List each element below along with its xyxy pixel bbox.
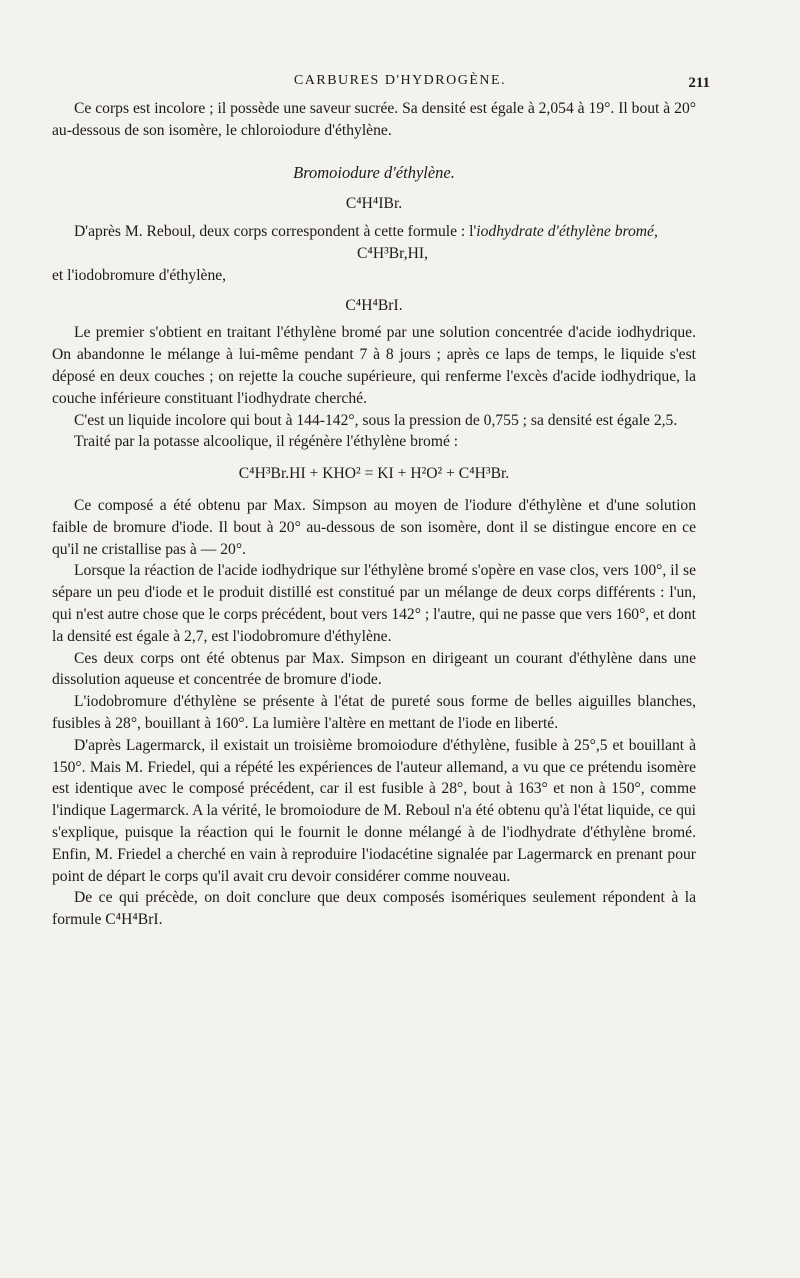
reboul-text: D'après M. Reboul, deux corps correspondent à cette formule : l' xyxy=(74,223,477,241)
formula-iodhydrate: C⁴H³Br,HI, xyxy=(357,244,428,262)
running-head xyxy=(0,70,800,92)
paragraph-closed-vessel: Lorsque la réaction de l'acide iodhydrique sur l'éthylène bromé s'opère en vase clos, vers 100°, il se sépare un peu d'iode et le produit distillé est constitué par un mélange de deux corps différents : l'un, qui n'est autre chose que le corps précédent, bout vers 142° ; l'autre, qui ne passe que vers 160°, et dont la densité est égale à 2,7, est l'iodobromure d'éthylène. xyxy=(52,562,696,645)
running-title: CARBURES D'HYDROGÈNE. xyxy=(293,73,507,88)
formula-main: C⁴H⁴IBr. xyxy=(345,195,403,213)
paragraph-simpson-ethylene: Ces deux corps ont été obtenus par Max. Simpson en dirigeant un courant d'éthylène dans une dissolution aqueuse et concentrée de bromure d'iode. xyxy=(52,649,696,689)
paragraph-needles: L'iodobromure d'éthylène se présente à l'état de pureté sous forme de belles aiguilles blanches, fusibles à 28°, bouillant à 160°. La lumière l'altère en mettant de l'iode en liberté. xyxy=(52,693,696,732)
paragraph-lagermarck: D'après Lagermarck, il existait un troisième bromoiodure d'éthylène, fusible à 25°,5 et bouillant à 150°. Mais M. Friedel, qui a répété les expériences de l'auteur allemand, a vu que ce prétendu isomère est identique avec le composé précédent, car il est fusible à 28°, bout à 163° et non à 150°, comme l'indique Lagermarck. A la vérité, le bromoiodure de M. Reboul n'a été obtenu qu'à l'état liquide, ce qui s'explique, puisque la réaction qui le fournit le donne mélangé à de l'iodhydrate d'éthylène bromé. Enfin, M. Friedel a cherché en vain à reproduire l'iodacétine signalée par Lagermarck en prenant pour point de départ le corps qu'il avait cru devoir considérer comme nouveau. xyxy=(52,736,696,885)
page-number: 211 xyxy=(688,75,710,91)
iodhydrate-name: iodhydrate d'éthylène bromé, xyxy=(476,223,658,241)
paragraph-simpson: Ce composé a été obtenu par Max. Simpson au moyen de l'iodure d'éthylène et d'une solution faible de bromure d'iode. Il bout à 20° au-dessous de son isomère, dont il se distingue encore en ce qu'il ne cristallise pas à — 20°. xyxy=(52,496,696,558)
paragraph-density: Ce corps est incolore ; il possède une saveur sucrée. Sa densité est égale à 2,054 à 19°. Il bout à 20° au-dessous de son isomère, le chloroiodure d'éthylène. xyxy=(52,100,696,139)
text-body xyxy=(52,98,696,931)
paragraph-potash: Traité par la potasse alcoolique, il régénère l'éthylène bromé : xyxy=(74,433,459,451)
paragraph-properties: C'est un liquide incolore qui bout à 144-142°, sous la pression de 0,755 ; sa densité est égale 2,5. xyxy=(74,411,678,429)
reaction-equation: C⁴H³Br.HI + KHO² = KI + H²O² + C⁴H³Br. xyxy=(238,465,510,483)
section-title: Bromoiodure d'éthylène. xyxy=(293,162,455,182)
paragraph-conclusion: De ce qui précède, on doit conclure que deux composés isomériques seulement répondent à la formule C⁴H⁴BrI. xyxy=(52,889,696,929)
formula-iodobromure: C⁴H⁴BrI. xyxy=(345,296,403,314)
paragraph-preparation: Le premier s'obtient en traitant l'éthylène bromé par une solution concentrée d'acide iodhydrique. On abandonne le mélange à lui-même pendant 7 à 8 jours ; après ce laps de temps, le liquide s'est déposé en deux couches ; on rejette la couche supérieure, qui renferme l'excès d'acide iodhydrique, la couche inférieure constituant l'iodhydrate cherché. xyxy=(52,324,696,407)
paragraph-iodobromure-intro: et l'iodobromure d'éthylène, xyxy=(52,266,227,284)
paragraph-reboul xyxy=(52,221,696,243)
